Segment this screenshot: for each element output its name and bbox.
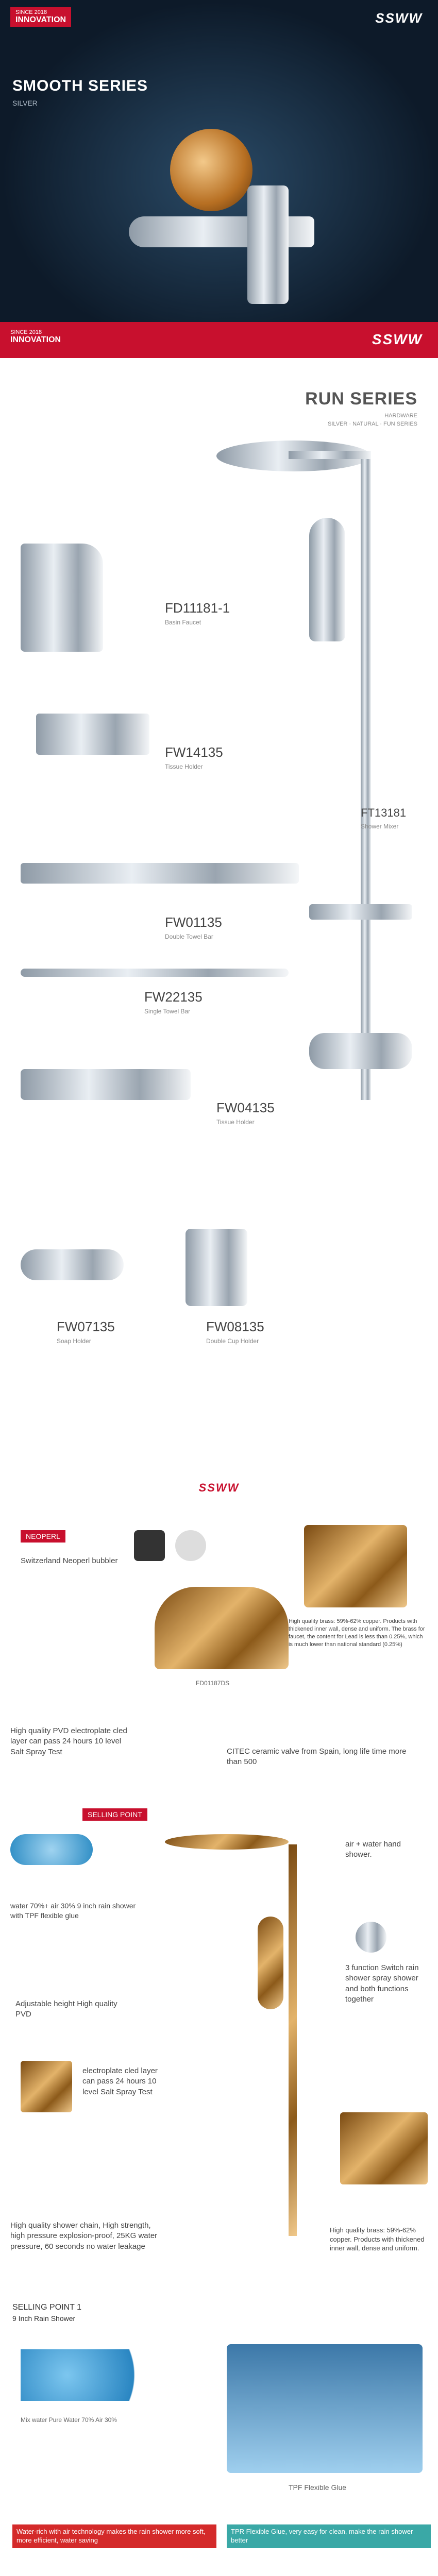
hero-section (0, 0, 438, 322)
shower-arm-image (289, 451, 371, 459)
product-fw01135-code: FW01135 (165, 914, 222, 930)
product-fw07135-code: FW07135 (57, 1319, 115, 1334)
faucet-hero-body (247, 185, 289, 304)
product-fw22135-code: FW22135 (144, 989, 203, 1005)
product-fd11181-code: FD11181-1 (165, 600, 230, 616)
neoperl-badge: NEOPERL (21, 1530, 65, 1543)
tpf-label: TPF Flexible Glue (289, 2483, 347, 2492)
product-fw04135-name: Tissue Holder (216, 1118, 255, 1126)
sp1-red-text: Water-rich with air technology makes the rain shower more soft, more efficient, water saving (12, 2524, 216, 2548)
gold-hand-shower (258, 1917, 283, 2009)
hero-logo: SSWW (375, 10, 423, 26)
model-label: FD01187DS (196, 1680, 230, 1687)
selling-point-badge: SELLING POINT (82, 1808, 147, 1821)
innovation-label: INNOVATION (15, 15, 66, 24)
gold-faucet-section (0, 1515, 438, 1793)
water-air-text: water 70%+ air 30% 9 inch rain shower with TPF flexible glue (10, 1902, 136, 1920)
neoperl-text: Switzerland Neoperl bubbler (21, 1556, 118, 1565)
gold-shower-pipe (289, 1844, 297, 2236)
hand-shower-image (309, 518, 345, 641)
hand-shower-thumb (356, 1922, 386, 1953)
run-logo: SSWW (372, 331, 423, 347)
cup-holder-image (186, 1229, 247, 1306)
cartridge-icon (175, 1530, 206, 1561)
product-fw01135-name: Double Towel Bar (165, 933, 213, 940)
innovation-label: INNOVATION (10, 335, 61, 344)
hero-series-sub: SILVER (12, 99, 38, 107)
soap-holder-image (21, 1249, 124, 1280)
run-series-section (0, 322, 438, 1515)
single-towel-bar-image (21, 969, 289, 977)
hero-series-title: SMOOTH SERIES (12, 77, 148, 94)
water-drops-image (21, 2349, 175, 2401)
tissue-holder-image (36, 714, 149, 755)
perfume-bottle-image (170, 129, 252, 211)
switch-text: 3 function Switch rain shower spray shower and both functions together (345, 1963, 419, 2004)
footer-logo: SSWW (198, 1481, 240, 1494)
gold-brass-rods (340, 2112, 428, 2184)
double-towel-bar-image (21, 863, 299, 884)
product-fw22135-name: Single Towel Bar (144, 1008, 191, 1015)
gold-faucet-image (155, 1587, 289, 1669)
shower-shelf-image (309, 904, 412, 920)
sp1-sub: 9 Inch Rain Shower (12, 2314, 76, 2323)
since-label: SINCE 2018 (15, 9, 47, 15)
shower-pipe-image (361, 456, 371, 1100)
water-drops-icon (10, 1834, 93, 1865)
gold-shower-head (165, 1834, 289, 1850)
sp1-teal-text: TPR Flexible Glue, very easy for clean, make the rain shower better (227, 2524, 431, 2548)
gold-swatch (21, 2061, 72, 2112)
product-ft13181-code: FT13181 (361, 806, 407, 819)
shower-mixer-image (309, 1033, 412, 1069)
mix-text: Mix water Pure Water 70% Air 30% (21, 2416, 117, 2424)
electro-text: electroplate cled layer can pass 24 hours 10 level Salt Spray Test (82, 2066, 158, 2096)
product-fw14135-code: FW14135 (165, 744, 223, 760)
rain-shower-image (227, 2344, 423, 2473)
chain-text: High quality shower chain, High strength, high pressure explosion-proof, 25KG water pressure, 60 seconds no water leakage (10, 2221, 158, 2251)
sp1-title: SELLING POINT 1 (12, 2303, 81, 2312)
basin-faucet-image (21, 544, 103, 652)
gold-shower-section (0, 1793, 438, 2293)
run-since-badge (10, 329, 61, 345)
brass-rod-image (304, 1525, 407, 1607)
hero-brand-logo (10, 7, 71, 27)
air-water-text: air + water hand shower. (345, 1840, 401, 1859)
run-sub1: HARDWARE (384, 413, 417, 419)
citec-text: CITEC ceramic valve from Spain, long life time more than 500 (227, 1747, 407, 1767)
product-fw08135-code: FW08135 (206, 1319, 264, 1334)
pvd-text: High quality PVD electroplate cled layer can pass 24 hours 10 level Salt Spray Test (10, 1726, 127, 1756)
run-header-bar (0, 322, 438, 358)
bubbler-icon (134, 1530, 165, 1561)
selling-point-1-section (0, 2293, 438, 2576)
product-ft13181-name: Shower Mixer (361, 823, 399, 830)
product-fw08135-name: Double Cup Holder (206, 1337, 259, 1345)
tissue-shelf-image (21, 1069, 191, 1100)
shower-brass-text: High quality brass: 59%-62% copper. Products with thickened inner wall, dense and uniform. (330, 2226, 425, 2252)
since-label: SINCE 2018 (10, 329, 42, 335)
product-fw07135-name: Soap Holder (57, 1337, 91, 1345)
product-fd11181-name: Basin Faucet (165, 619, 201, 626)
run-sub2: SILVER · NATURAL · FUN SERIES (328, 421, 417, 427)
product-fw14135-name: Tissue Holder (165, 763, 203, 770)
height-text: Adjustable height High quality PVD (15, 1999, 117, 2019)
product-fw04135-code: FW04135 (216, 1100, 275, 1115)
run-title: RUN SERIES (305, 389, 417, 409)
brass-text: High quality brass: 59%-62% copper. Products with thickened inner wall, dense and uniform. The brass for faucet, the content for Lead is less than 0.25%, which is much lower than national standard (0.25%) (289, 1618, 425, 1648)
